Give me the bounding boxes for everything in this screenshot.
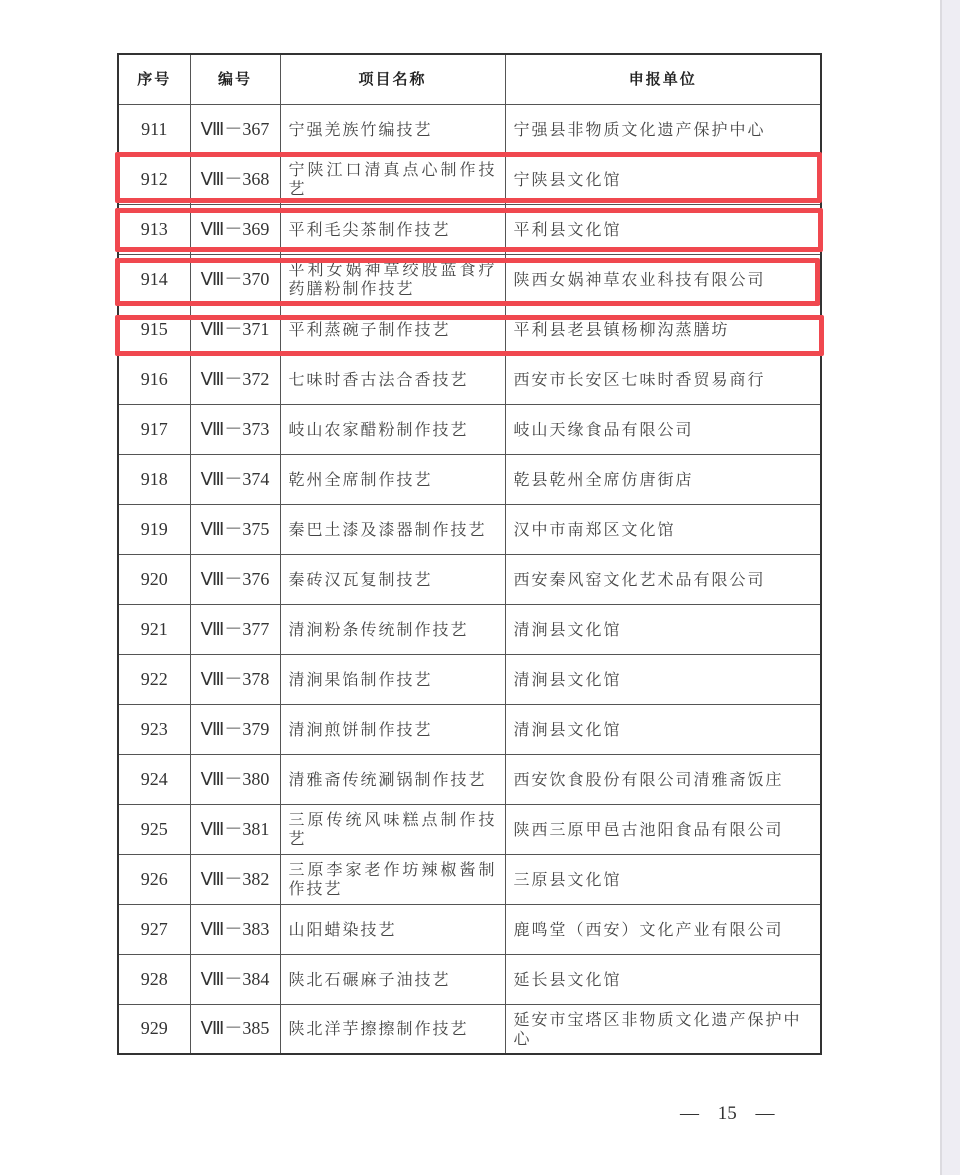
cell-applicant-unit: 西安饮食股份有限公司清雅斋饭庄 <box>505 754 821 804</box>
cell-code: Ⅷ－368 <box>190 154 280 204</box>
cell-applicant-unit: 乾县乾州全席仿唐街店 <box>505 454 821 504</box>
cell-applicant-unit: 清涧县文化馆 <box>505 604 821 654</box>
cell-code: Ⅷ－376 <box>190 554 280 604</box>
cell-code: Ⅷ－375 <box>190 504 280 554</box>
cell-project-name: 清雅斋传统涮锅制作技艺 <box>280 754 505 804</box>
cell-code: Ⅷ－383 <box>190 904 280 954</box>
cell-serial-number: 916 <box>118 354 190 404</box>
cell-applicant-unit: 陕西三原甲邑古池阳食品有限公司 <box>505 804 821 854</box>
cell-project-name: 七味时香古法合香技艺 <box>280 354 505 404</box>
cell-code: Ⅷ－377 <box>190 604 280 654</box>
cell-project-name: 平利蒸碗子制作技艺 <box>280 304 505 354</box>
table-row <box>118 204 821 254</box>
table-row <box>118 254 821 304</box>
cell-project-name: 三原李家老作坊辣椒酱制作技艺 <box>280 854 505 904</box>
cell-project-name: 平利毛尖茶制作技艺 <box>280 204 505 254</box>
cell-project-name: 秦巴土漆及漆器制作技艺 <box>280 504 505 554</box>
cell-project-name: 乾州全席制作技艺 <box>280 454 505 504</box>
cell-serial-number: 925 <box>118 804 190 854</box>
cell-applicant-unit: 延长县文化馆 <box>505 954 821 1004</box>
cell-project-name: 岐山农家醋粉制作技艺 <box>280 404 505 454</box>
table-row <box>118 904 821 954</box>
cell-applicant-unit: 宁强县非物质文化遗产保护中心 <box>505 104 821 154</box>
cell-serial-number: 921 <box>118 604 190 654</box>
cell-serial-number: 912 <box>118 154 190 204</box>
cell-code: Ⅷ－373 <box>190 404 280 454</box>
cell-serial-number: 913 <box>118 204 190 254</box>
cell-serial-number: 927 <box>118 904 190 954</box>
table-row <box>118 154 821 204</box>
cell-serial-number: 922 <box>118 654 190 704</box>
table-row <box>118 1004 821 1054</box>
header-code: 编号 <box>190 54 280 104</box>
table-row <box>118 654 821 704</box>
table-row <box>118 604 821 654</box>
cell-applicant-unit: 平利县文化馆 <box>505 204 821 254</box>
cell-serial-number: 919 <box>118 504 190 554</box>
cell-serial-number: 920 <box>118 554 190 604</box>
cell-project-name: 宁强羌族竹编技艺 <box>280 104 505 154</box>
header-applicant-unit: 申报单位 <box>505 54 821 104</box>
table-row <box>118 804 821 854</box>
cell-project-name: 山阳蜡染技艺 <box>280 904 505 954</box>
cell-code: Ⅷ－380 <box>190 754 280 804</box>
cell-project-name: 陕北石碾麻子油技艺 <box>280 954 505 1004</box>
cell-serial-number: 914 <box>118 254 190 304</box>
cell-code: Ⅷ－382 <box>190 854 280 904</box>
table-row <box>118 704 821 754</box>
table-row <box>118 454 821 504</box>
table-row <box>118 754 821 804</box>
cell-applicant-unit: 鹿鸣堂（西安）文化产业有限公司 <box>505 904 821 954</box>
cell-code: Ⅷ－367 <box>190 104 280 154</box>
header-serial-number: 序号 <box>118 54 190 104</box>
scrollbar-track[interactable] <box>940 0 960 1175</box>
cell-applicant-unit: 平利县老县镇杨柳沟蒸膳坊 <box>505 304 821 354</box>
cell-code: Ⅷ－371 <box>190 304 280 354</box>
table-header-row <box>118 54 821 104</box>
cell-project-name: 清涧果馅制作技艺 <box>280 654 505 704</box>
cell-serial-number: 926 <box>118 854 190 904</box>
cell-project-name: 三原传统风味糕点制作技艺 <box>280 804 505 854</box>
table-row <box>118 954 821 1004</box>
cell-project-name: 清涧煎饼制作技艺 <box>280 704 505 754</box>
cell-applicant-unit: 延安市宝塔区非物质文化遗产保护中心 <box>505 1004 821 1054</box>
cell-code: Ⅷ－370 <box>190 254 280 304</box>
cell-code: Ⅷ－369 <box>190 204 280 254</box>
table-row <box>118 404 821 454</box>
cell-serial-number: 911 <box>118 104 190 154</box>
cell-applicant-unit: 陕西女娲神草农业科技有限公司 <box>505 254 821 304</box>
page-number: — 15 — <box>680 1103 775 1124</box>
cell-code: Ⅷ－385 <box>190 1004 280 1054</box>
table-row <box>118 104 821 154</box>
cell-serial-number: 917 <box>118 404 190 454</box>
cell-serial-number: 928 <box>118 954 190 1004</box>
cell-code: Ⅷ－372 <box>190 354 280 404</box>
cell-code: Ⅷ－378 <box>190 654 280 704</box>
cell-project-name: 陕北洋芋擦擦制作技艺 <box>280 1004 505 1054</box>
table-row <box>118 554 821 604</box>
cell-applicant-unit: 汉中市南郑区文化馆 <box>505 504 821 554</box>
cell-project-name: 宁陕江口清真点心制作技艺 <box>280 154 505 204</box>
cell-project-name: 平利女娲神草绞股蓝食疗药膳粉制作技艺 <box>280 254 505 304</box>
cell-applicant-unit: 宁陕县文化馆 <box>505 154 821 204</box>
heritage-project-table <box>117 53 822 1055</box>
cell-serial-number: 915 <box>118 304 190 354</box>
cell-project-name: 秦砖汉瓦复制技艺 <box>280 554 505 604</box>
cell-serial-number: 929 <box>118 1004 190 1054</box>
cell-applicant-unit: 清涧县文化馆 <box>505 654 821 704</box>
cell-serial-number: 923 <box>118 704 190 754</box>
cell-code: Ⅷ－384 <box>190 954 280 1004</box>
cell-serial-number: 924 <box>118 754 190 804</box>
header-project-name: 项目名称 <box>280 54 505 104</box>
cell-code: Ⅷ－379 <box>190 704 280 754</box>
cell-code: Ⅷ－374 <box>190 454 280 504</box>
table-row <box>118 304 821 354</box>
table-row <box>118 504 821 554</box>
cell-applicant-unit: 西安市长安区七味时香贸易商行 <box>505 354 821 404</box>
table-row <box>118 854 821 904</box>
cell-applicant-unit: 西安秦风窑文化艺术品有限公司 <box>505 554 821 604</box>
table-row <box>118 354 821 404</box>
cell-applicant-unit: 三原县文化馆 <box>505 854 821 904</box>
cell-applicant-unit: 清涧县文化馆 <box>505 704 821 754</box>
cell-applicant-unit: 岐山天缘食品有限公司 <box>505 404 821 454</box>
cell-code: Ⅷ－381 <box>190 804 280 854</box>
cell-project-name: 清涧粉条传统制作技艺 <box>280 604 505 654</box>
cell-serial-number: 918 <box>118 454 190 504</box>
